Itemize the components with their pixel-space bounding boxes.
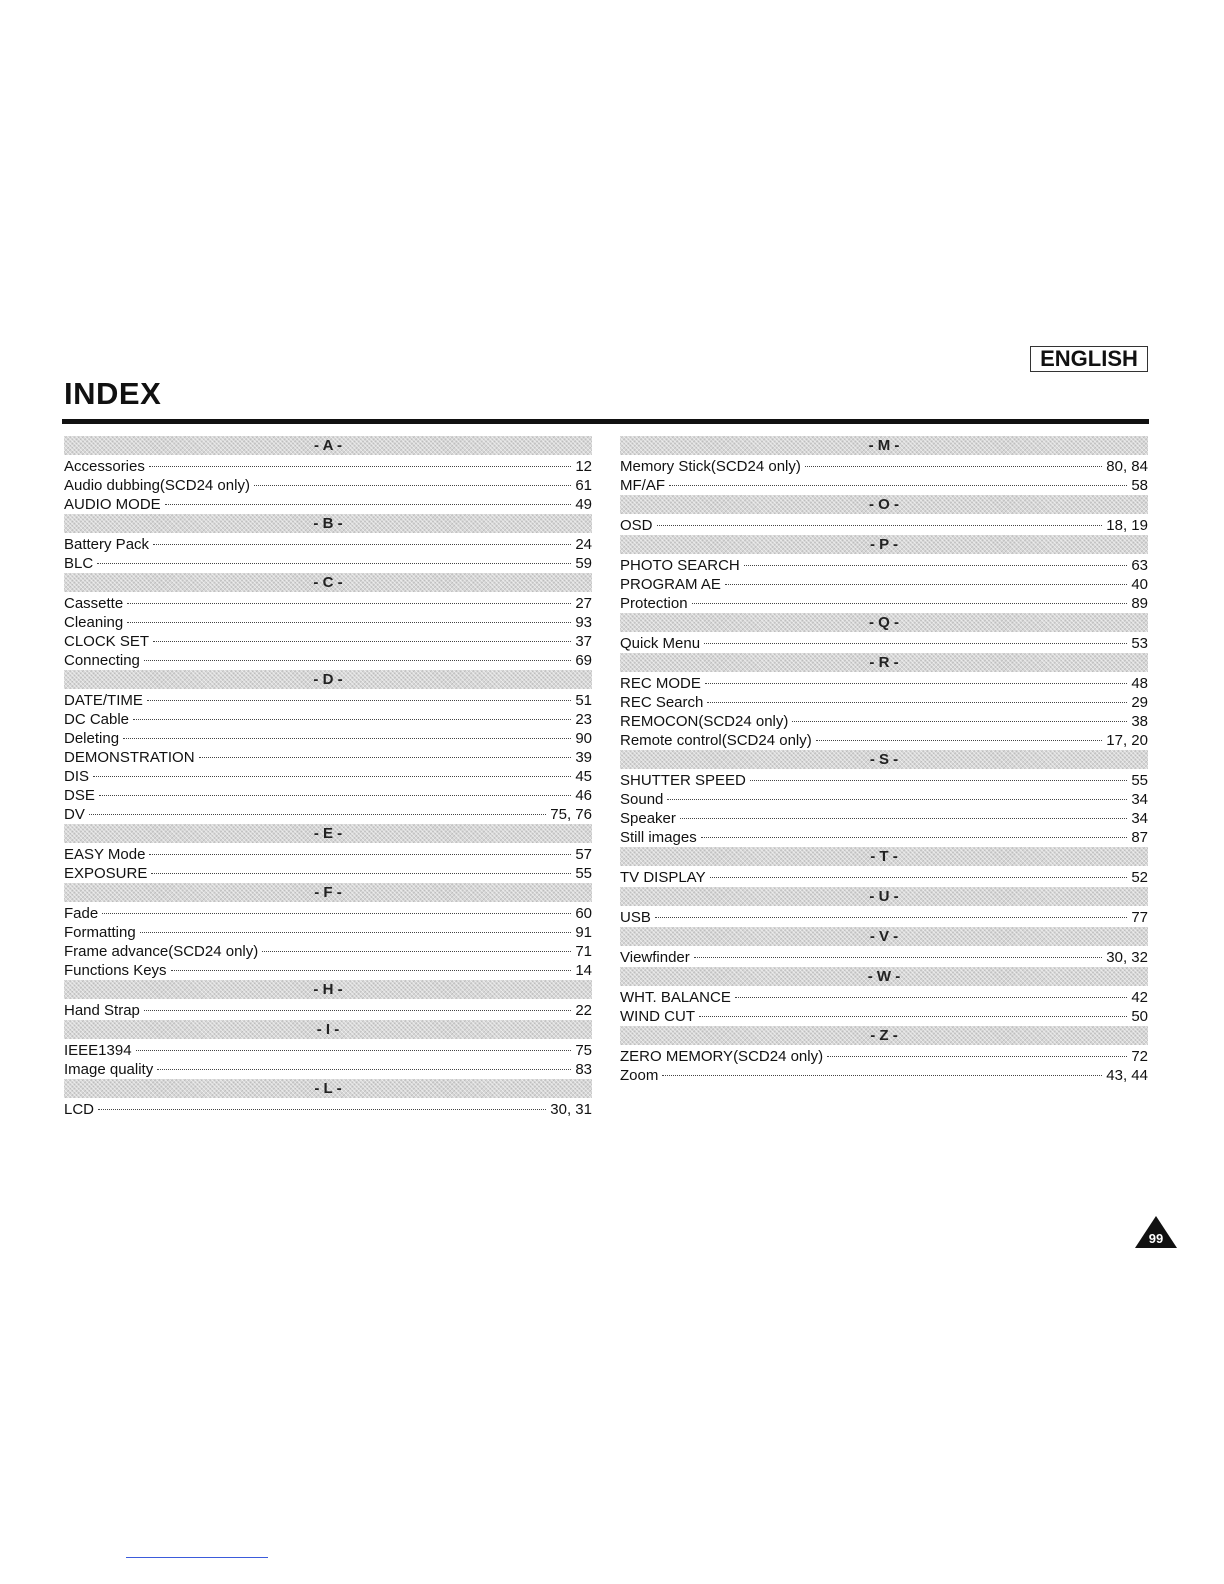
index-entry [620, 809, 1148, 828]
dot-leader [149, 465, 571, 467]
entry-term: SHUTTER SPEED [620, 772, 746, 789]
entry-pages: 22 [575, 1002, 592, 1019]
index-entry [64, 476, 592, 495]
entry-pages: 27 [575, 595, 592, 612]
entry-pages: 90 [575, 730, 592, 747]
entry-pages: 75, 76 [550, 806, 592, 823]
entry-term: Quick Menu [620, 635, 701, 652]
letter-heading-label: - Z - [870, 1027, 898, 1044]
entry-term: Frame advance(SCD24 only) [64, 943, 259, 960]
index-column-right [620, 436, 1148, 1085]
footer-link-underline [126, 1557, 268, 1558]
entry-pages: 91 [575, 924, 592, 941]
language-tag: ENGLISH [1030, 346, 1148, 372]
index-entry [620, 790, 1148, 809]
entry-term: DIS [64, 768, 90, 785]
letter-heading-label: - R - [869, 654, 899, 671]
dot-leader [827, 1055, 1127, 1057]
entry-pages: 45 [575, 768, 592, 785]
entry-pages: 48 [1131, 675, 1148, 692]
entry-term: Battery Pack [64, 536, 150, 553]
entry-pages: 52 [1131, 869, 1148, 886]
entry-term: IEEE1394 [64, 1042, 132, 1059]
entry-term: Viewfinder [620, 949, 690, 966]
letter-heading [620, 495, 1148, 514]
letter-heading [64, 573, 592, 592]
dot-leader [99, 794, 571, 796]
index-entry [620, 594, 1148, 613]
dot-leader [725, 583, 1127, 585]
entry-term: Still images [620, 829, 697, 846]
letter-heading [620, 613, 1148, 632]
entry-pages: 71 [575, 943, 592, 960]
entry-term: REMOCON(SCD24 only) [620, 713, 789, 730]
entry-term: Audio dubbing(SCD24 only) [64, 477, 250, 494]
entry-term: PHOTO SEARCH [620, 557, 740, 574]
entry-pages: 69 [575, 652, 592, 669]
letter-heading [64, 883, 592, 902]
dot-leader [707, 701, 1127, 703]
entry-term: Remote control(SCD24 only) [620, 732, 812, 749]
dot-leader [662, 1074, 1102, 1076]
letter-heading [620, 967, 1148, 986]
index-entry [64, 923, 592, 942]
entry-term: OSD [620, 517, 653, 534]
entry-term: PROGRAM AE [620, 576, 721, 593]
page-number: 99 [1148, 1231, 1164, 1246]
index-entry [64, 651, 592, 670]
index-entry [64, 535, 592, 554]
letter-heading-label: - M - [868, 437, 900, 454]
letter-heading-label: - L - [314, 1080, 342, 1097]
letter-heading [620, 927, 1148, 946]
dot-leader [93, 775, 571, 777]
entry-term: USB [620, 909, 651, 926]
entry-term: Fade [64, 905, 99, 922]
entry-term: Deleting [64, 730, 120, 747]
entry-term: Memory Stick(SCD24 only) [620, 458, 801, 475]
dot-leader [750, 779, 1127, 781]
entry-term: Accessories [64, 458, 145, 475]
entry-term: DSE [64, 787, 95, 804]
entry-term: DEMONSTRATION [64, 749, 195, 766]
entry-pages: 77 [1131, 909, 1148, 926]
entry-term: Cassette [64, 595, 124, 612]
dot-leader [127, 621, 571, 623]
dot-leader [165, 503, 572, 505]
entry-term: Cleaning [64, 614, 124, 631]
letter-heading-label: - U - [869, 888, 899, 905]
index-entry [620, 1047, 1148, 1066]
entry-term: REC Search [620, 694, 704, 711]
dot-leader [680, 817, 1127, 819]
entry-pages: 43, 44 [1106, 1067, 1148, 1084]
dot-leader [655, 916, 1127, 918]
dot-leader [694, 956, 1103, 958]
entry-term: Connecting [64, 652, 140, 669]
letter-heading [620, 887, 1148, 906]
entry-pages: 40 [1131, 576, 1148, 593]
dot-leader [89, 813, 546, 815]
index-entry [620, 634, 1148, 653]
letter-heading-label: - H - [313, 981, 343, 998]
entry-pages: 23 [575, 711, 592, 728]
letter-heading-label: - V - [869, 928, 899, 945]
letter-heading-label: - A - [313, 437, 343, 454]
entry-term: DV [64, 806, 85, 823]
letter-heading [64, 436, 592, 455]
entry-term: Zoom [620, 1067, 659, 1084]
entry-term: Speaker [620, 810, 676, 827]
entry-pages: 53 [1131, 635, 1148, 652]
index-entry [620, 674, 1148, 693]
entry-pages: 30, 31 [550, 1101, 592, 1118]
index-entry [64, 729, 592, 748]
entry-pages: 34 [1131, 791, 1148, 808]
entry-term: EXPOSURE [64, 865, 148, 882]
dot-leader [153, 640, 571, 642]
index-entry [620, 693, 1148, 712]
page-number-badge [1134, 1215, 1178, 1249]
letter-heading-label: - B - [313, 515, 343, 532]
entry-pages: 87 [1131, 829, 1148, 846]
entry-pages: 51 [575, 692, 592, 709]
index-entry [620, 731, 1148, 750]
entry-pages: 89 [1131, 595, 1148, 612]
dot-leader [704, 642, 1127, 644]
letter-heading-label: - S - [869, 751, 899, 768]
index-entry [64, 767, 592, 786]
letter-heading [64, 824, 592, 843]
letter-heading-label: - D - [313, 671, 343, 688]
entry-pages: 39 [575, 749, 592, 766]
entry-pages: 60 [575, 905, 592, 922]
page-title: INDEX [64, 376, 162, 411]
letter-heading [620, 750, 1148, 769]
entry-term: ZERO MEMORY(SCD24 only) [620, 1048, 824, 1065]
letter-heading-label: - E - [313, 825, 343, 842]
entry-pages: 83 [575, 1061, 592, 1078]
dot-leader [667, 798, 1127, 800]
dot-leader [102, 912, 571, 914]
letter-heading [620, 436, 1148, 455]
index-entry [64, 1041, 592, 1060]
index-entry [64, 457, 592, 476]
entry-term: AUDIO MODE [64, 496, 161, 513]
entry-term: Formatting [64, 924, 136, 941]
dot-leader [710, 876, 1128, 878]
letter-heading-label: - I - [316, 1021, 340, 1038]
letter-heading [620, 847, 1148, 866]
letter-heading-label: - T - [870, 848, 898, 865]
index-entry [64, 691, 592, 710]
dot-leader [133, 718, 571, 720]
index-entry [64, 961, 592, 980]
dot-leader [149, 853, 571, 855]
entry-pages: 63 [1131, 557, 1148, 574]
index-entry [64, 748, 592, 767]
index-entry [620, 575, 1148, 594]
entry-pages: 50 [1131, 1008, 1148, 1025]
dot-leader [144, 659, 571, 661]
entry-pages: 14 [575, 962, 592, 979]
letter-heading-label: - W - [867, 968, 901, 985]
dot-leader [735, 996, 1127, 998]
index-column-left [64, 436, 592, 1119]
entry-pages: 57 [575, 846, 592, 863]
letter-heading [64, 514, 592, 533]
letter-heading-label: - F - [314, 884, 342, 901]
index-entry [64, 554, 592, 573]
entry-term: WIND CUT [620, 1008, 695, 1025]
entry-term: LCD [64, 1101, 95, 1118]
entry-pages: 58 [1131, 477, 1148, 494]
dot-leader [805, 465, 1102, 467]
entry-pages: 37 [575, 633, 592, 650]
entry-pages: 46 [575, 787, 592, 804]
entry-term: Hand Strap [64, 1002, 140, 1019]
entry-term: TV DISPLAY [620, 869, 706, 886]
entry-term: Sound [620, 791, 664, 808]
entry-term: Image quality [64, 1061, 154, 1078]
index-entry [620, 948, 1148, 967]
dot-leader [144, 1009, 571, 1011]
dot-leader [98, 1108, 546, 1110]
entry-term: EASY Mode [64, 846, 146, 863]
entry-pages: 55 [575, 865, 592, 882]
index-entry [620, 908, 1148, 927]
index-entry [620, 457, 1148, 476]
entry-term: CLOCK SET [64, 633, 150, 650]
dot-leader [147, 699, 571, 701]
index-entry [64, 786, 592, 805]
dot-leader [97, 562, 571, 564]
entry-pages: 93 [575, 614, 592, 631]
index-entry [64, 632, 592, 651]
dot-leader [816, 739, 1103, 741]
index-entry [620, 868, 1148, 887]
entry-pages: 49 [575, 496, 592, 513]
entry-term: BLC [64, 555, 94, 572]
letter-heading-label: - P - [869, 536, 899, 553]
index-entry [620, 1066, 1148, 1085]
dot-leader [123, 737, 571, 739]
entry-pages: 75 [575, 1042, 592, 1059]
index-entry [64, 495, 592, 514]
letter-heading [64, 1020, 592, 1039]
letter-heading [620, 1026, 1148, 1045]
entry-pages: 55 [1131, 772, 1148, 789]
dot-leader [153, 543, 571, 545]
entry-pages: 29 [1131, 694, 1148, 711]
entry-pages: 80, 84 [1106, 458, 1148, 475]
entry-pages: 72 [1131, 1048, 1148, 1065]
dot-leader [127, 602, 571, 604]
index-entry [620, 1007, 1148, 1026]
index-entry [64, 710, 592, 729]
dot-leader [744, 564, 1128, 566]
entry-pages: 30, 32 [1106, 949, 1148, 966]
index-entry [620, 476, 1148, 495]
dot-leader [701, 836, 1128, 838]
dot-leader [657, 524, 1103, 526]
entry-pages: 17, 20 [1106, 732, 1148, 749]
index-entry [620, 516, 1148, 535]
letter-heading-label: - O - [869, 496, 899, 513]
dot-leader [151, 872, 571, 874]
dot-leader [699, 1015, 1127, 1017]
letter-heading-label: - Q - [869, 614, 899, 631]
index-entry [620, 828, 1148, 847]
dot-leader [157, 1068, 571, 1070]
letter-heading [620, 535, 1148, 554]
entry-term: REC MODE [620, 675, 701, 692]
entry-pages: 24 [575, 536, 592, 553]
dot-leader [136, 1049, 572, 1051]
index-entry [620, 556, 1148, 575]
dot-leader [140, 931, 572, 933]
index-entry [620, 771, 1148, 790]
dot-leader [262, 950, 571, 952]
dot-leader [171, 969, 572, 971]
dot-leader [669, 484, 1127, 486]
entry-term: DC Cable [64, 711, 130, 728]
letter-heading [620, 653, 1148, 672]
dot-leader [692, 602, 1128, 604]
index-entry [64, 594, 592, 613]
letter-heading-label: - C - [313, 574, 343, 591]
entry-term: MF/AF [620, 477, 665, 494]
entry-pages: 59 [575, 555, 592, 572]
index-entry [64, 904, 592, 923]
index-entry [64, 845, 592, 864]
index-entry [64, 864, 592, 883]
dot-leader [199, 756, 572, 758]
index-entry [620, 988, 1148, 1007]
letter-heading [64, 670, 592, 689]
index-entry [64, 805, 592, 824]
index-entry [64, 942, 592, 961]
entry-pages: 12 [575, 458, 592, 475]
entry-term: WHT. BALANCE [620, 989, 731, 1006]
entry-pages: 38 [1131, 713, 1148, 730]
index-entry [64, 613, 592, 632]
dot-leader [254, 484, 571, 486]
index-entry [64, 1100, 592, 1119]
entry-pages: 18, 19 [1106, 517, 1148, 534]
index-entry [64, 1001, 592, 1020]
title-divider [62, 419, 1149, 424]
entry-term: DATE/TIME [64, 692, 143, 709]
dot-leader [705, 682, 1127, 684]
entry-pages: 61 [575, 477, 592, 494]
letter-heading [64, 1079, 592, 1098]
entry-term: Functions Keys [64, 962, 167, 979]
entry-pages: 42 [1131, 989, 1148, 1006]
index-entry [64, 1060, 592, 1079]
dot-leader [792, 720, 1127, 722]
entry-pages: 34 [1131, 810, 1148, 827]
letter-heading [64, 980, 592, 999]
index-entry [620, 712, 1148, 731]
entry-term: Protection [620, 595, 688, 612]
